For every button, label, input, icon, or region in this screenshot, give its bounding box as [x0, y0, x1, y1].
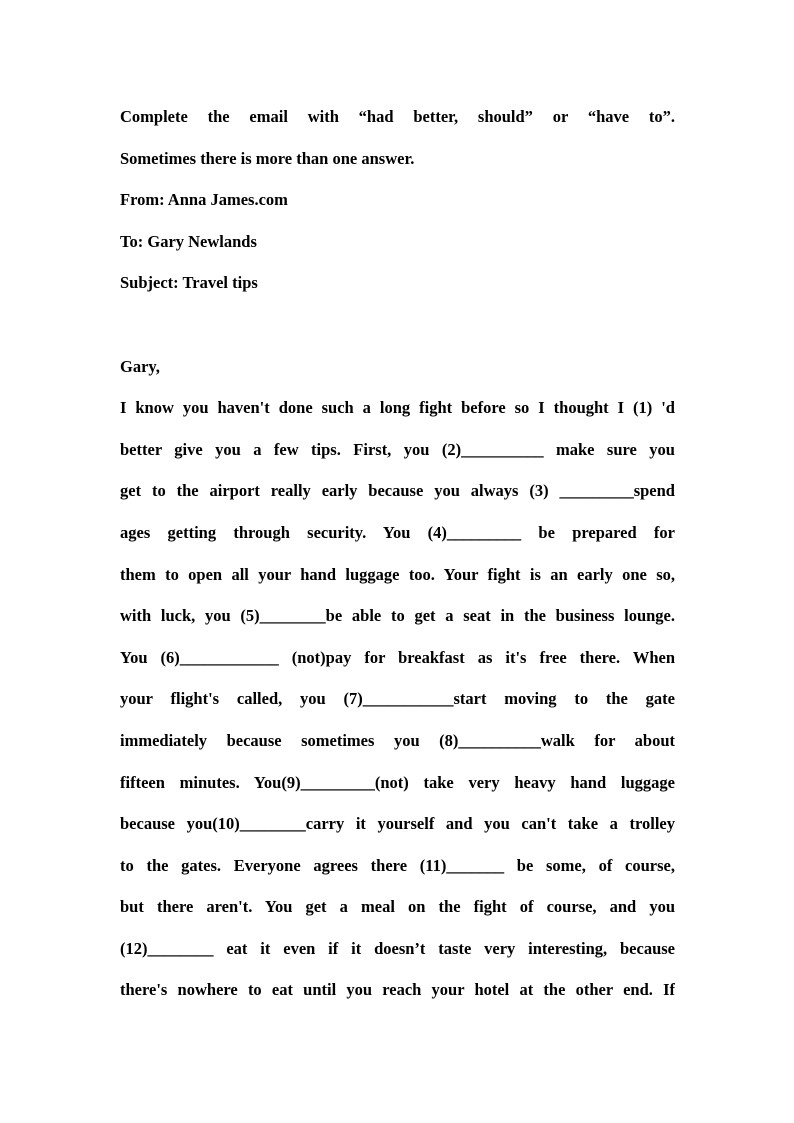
- body-line: there's nowhere to eat until you reach your hotel at the other end. If: [120, 980, 675, 1000]
- body-line: You (6)____________ (not)pay for breakfast as it's free there. When: [120, 647, 675, 667]
- blank-line: [120, 304, 675, 346]
- body-line: (12)________ eat it even if it doesn’t taste very interesting, because: [120, 938, 675, 958]
- body-line: ages getting through security. You (4)_________ be prepared for: [120, 522, 675, 542]
- body-line: get to the airport really early because you always (3) _________spend: [120, 481, 675, 501]
- document-page: [120, 96, 675, 1011]
- email-greeting: Gary,: [120, 356, 160, 376]
- instructions-line-2: Sometimes there is more than one answer.: [120, 148, 415, 168]
- body-line: I know you haven't done such a long fight before so I thought I (1) 'd: [120, 398, 675, 418]
- instructions-line-1: Complete the email with “had better, should” or “have to”.: [120, 107, 675, 126]
- body-line: fifteen minutes. You(9)_________(not) take very heavy hand luggage: [120, 772, 675, 792]
- body-line: better give you a few tips. First, you (2)__________ make sure you: [120, 439, 675, 459]
- body-line: because you(10)________carry it yourself and you can't take a trolley: [120, 814, 675, 834]
- email-subject: Subject: Travel tips: [120, 273, 258, 293]
- body-line: immediately because sometimes you (8)__________walk for about: [120, 730, 675, 750]
- email-to: To: Gary Newlands: [120, 231, 257, 251]
- body-line: your flight's called, you (7)___________start moving to the gate: [120, 689, 675, 709]
- body-line: but there aren't. You get a meal on the fight of course, and you: [120, 897, 675, 917]
- body-line: with luck, you (5)________be able to get a seat in the business lounge.: [120, 606, 675, 626]
- email-from: From: Anna James.com: [120, 190, 288, 210]
- body-line: to the gates. Everyone agrees there (11)_______ be some, of course,: [120, 855, 675, 875]
- body-line: them to open all your hand luggage too. Your fight is an early one so,: [120, 564, 675, 584]
